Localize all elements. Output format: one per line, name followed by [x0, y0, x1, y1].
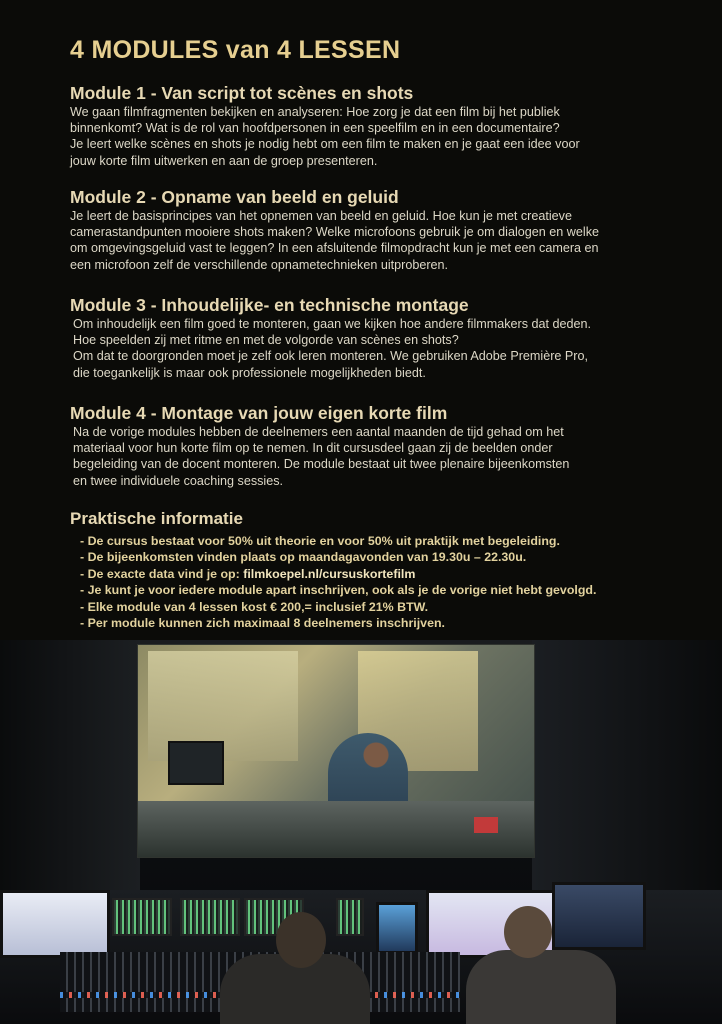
module-3-heading: Module 3 - Inhoudelijke- en technische montage [70, 295, 469, 315]
practical-list [70, 533, 690, 631]
list-item: - Elke module van 4 lessen kost € 200,= inclusief 21% BTW. [80, 599, 429, 614]
studio-wall-right [532, 640, 722, 900]
course-dates-link[interactable]: filmkoepel.nl/cursuskortefilm [243, 566, 416, 581]
module-3 [70, 294, 670, 381]
module-1-heading: Module 1 - Van script tot scènes en shots [70, 83, 414, 103]
mixing-console [0, 890, 722, 1024]
editor-head [504, 906, 552, 958]
list-item [80, 566, 690, 582]
monitor-shape [168, 741, 224, 785]
page-title: 4 MODULES van 4 LESSEN [70, 36, 401, 64]
editor-head [276, 912, 326, 968]
module-2 [70, 186, 670, 273]
module-4-body: Na de vorige modules hebben de deelnemers een aantal maanden de tijd gehad om het materiaal voor hun korte film op te nemen. In dit cursusdeel gaan zij de beelden onder begeleiding van de docent monteren. De module bestaat uit twee plenaire bijeenkomsten en twee individuele coaching sessies. [73, 425, 570, 488]
editor-silhouette [466, 950, 616, 1024]
list-item: - De bijeenkomsten vinden plaats op maandagavonden van 19.30u – 22.30u. [80, 550, 527, 565]
module-1 [70, 82, 670, 169]
list-item: - De cursus bestaat voor 50% uit theorie en voor 50% uit praktijk met begeleiding. [80, 534, 560, 548]
module-4-heading: Module 4 - Montage van jouw eigen korte film [70, 403, 448, 423]
list-item-text: - De exacte data vind je op: [80, 566, 244, 581]
module-2-body: Je leert de basisprincipes van het opnemen van beeld en geluid. Hoe kun je met creatieve camerastandpunten mooiere shots maken? Welke microfoons gebruik je om dialogen en welke om omgevingsgeluid vast te leggen? In een afsluitende filmopdracht kun je met een camera en een microfoon zelf de verschillende opnametechnieken uitproberen. [70, 209, 599, 272]
practical-heading: Praktische informatie [70, 509, 243, 528]
projection-screen [137, 644, 535, 858]
practical-info [70, 508, 690, 631]
red-device [474, 817, 498, 833]
module-3-body: Om inhoudelijk een film goed te monteren, gaan we kijken hoe andere filmmakers dat deden. Hoe speelden zij met ritme en met de volgorde van scènes en shots? Om dat te doorgronden moet je zelf ook leren monteren. We gebruiken Adobe Première Pro, die toegankelijk is maar ook professionele mogelijkheden biedt. [73, 317, 592, 380]
module-2-heading: Module 2 - Opname van beeld en geluid [70, 187, 399, 207]
level-meter [180, 898, 240, 936]
list-item: - Je kunt je voor iedere module apart inschrijven, ook als je de vorige niet hebt gevolgd. [80, 583, 597, 598]
far-right-monitor [552, 882, 646, 950]
editing-studio-photo [0, 640, 722, 1024]
list-item: - Per module kunnen zich maximaal 8 deelnemers inschrijven. [80, 616, 445, 631]
left-monitor [0, 890, 110, 958]
module-1-body: We gaan filmfragmenten bekijken en analyseren: Hoe zorg je dat een film bij het publiek binnenkomt? Wat is de rol van hoofdpersonen in een speelfilm en in een documentaire? Je leert welke scènes en shots je nodig hebt om een film te maken en je gaat een idee voor jouw korte film uitwerken en aan de groep presenteren. [70, 105, 580, 168]
small-display [376, 902, 418, 954]
studio-wall-left [0, 640, 140, 900]
level-meter [336, 898, 364, 936]
level-meter [112, 898, 172, 936]
module-4 [70, 402, 670, 489]
